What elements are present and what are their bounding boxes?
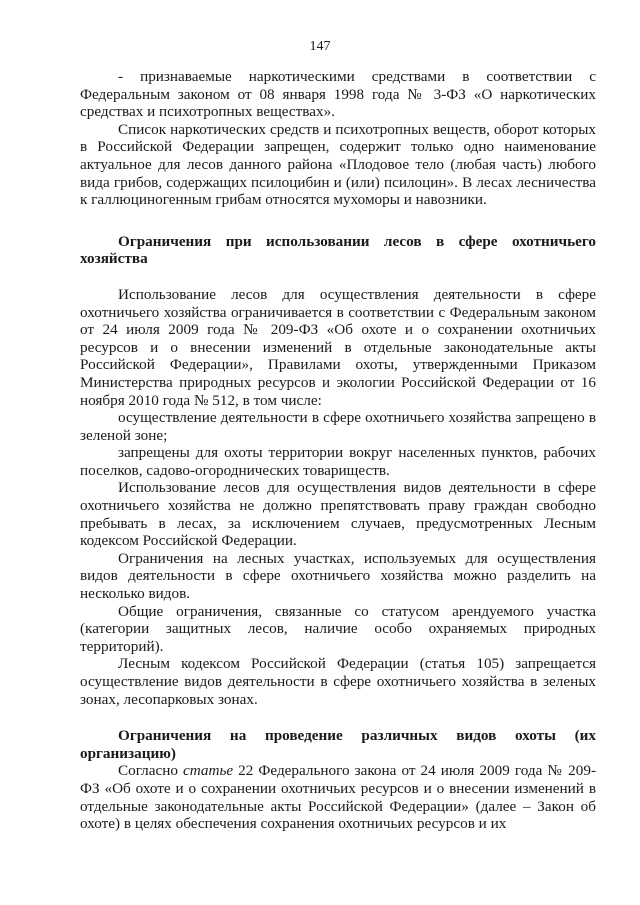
paragraph-general-restrictions: Общие ограничения, связанные со статусом арендуемого участка (категории защитных лесов, наличие особо охраняемых природных территорий). [80,602,596,655]
paragraph-restriction-types: Ограничения на лесных участках, используемых для осуществления видов деятельности в сфере охотничьего хозяйства можно разделить на несколько видов. [80,549,596,603]
paragraph-text-start: Согласно [118,762,184,780]
article-link-text: статье [183,762,234,780]
section-gap [80,708,596,727]
page-number: 147 [309,39,331,54]
paragraph-settlements: запрещены для охоты территории вокруг населенных пунктов, рабочих поселков, садово-огороднических товариществ. [80,444,596,479]
paragraph-hunting-law: Использование лесов для осуществления деятельности в сфере охотничьего хозяйства ограничивается в соответствии с Федеральным законом от 24 июля 2009 года № 209-ФЗ «Об охоте и о сохранении охотничьих ресурсов и о внесении изменений в отдельные законодательные акты Российской Федерации», Правилами охоты, утвержденными Приказом Министерства природных ресурсов и экологии Российской Федерации от 16 ноября 2010 года № 512, в том числе: [80,285,596,409]
paragraph-hunting-article [80,762,596,832]
section-gap [80,209,596,233]
heading-hunting-restrictions: Ограничения при использовании лесов в сфере охотничьего хозяйства [80,232,596,268]
paragraph-narcotics-list: Список наркотических средств и психотропных веществ, оборот которых в Российской Федерации запрещен, содержит только одно наименование актуальное для лесов данного района «Плодовое тело (любая часть) любого вида грибов, содержащих псилоцибин и (или) псилоцин». В лесах лесничества к галлюциногенным грибам относятся мухоморы и навозники. [80,120,596,209]
paragraph-free-access: Использование лесов для осуществления видов деятельности в сфере охотничьего хозяйства не должно препятствовать праву граждан свободно пребывать в лесах, за исключением случаев, предусмотренных Лесным кодексом Российской Федерации. [80,479,596,550]
paragraph-text-rest: 22 Федерального закона от 24 июля 2009 года № 209-ФЗ «Об охоте и о сохранении охотничьих ресурсов и о внесении изменений в отдельные законодательные акты Российской Федерации» (далее – Закон об охоте) в целях обеспечения сохранения охотничьих ресурсов и их [80,762,597,833]
paragraph-green-zone: осуществление деятельности в сфере охотничьего хозяйства запрещено в зеленой зоне; [80,409,596,444]
paragraph-forest-code: Лесным кодексом Российской Федерации (статья 105) запрещается осуществление видов деятельности в сфере охотничьего хозяйства в зеленых зонах, лесопарковых зонах. [80,655,596,708]
section-gap [80,268,596,286]
heading-hunting-types: Ограничения на проведение различных видов охоты (их организацию) [80,727,596,762]
paragraph-narcotics-law: - признаваемые наркотическими средствами в соответствии с Федеральным законом от 08 января 1998 года № 3-ФЗ «О наркотических средствах и психотропных веществах». [80,68,596,121]
page-content [80,68,596,833]
